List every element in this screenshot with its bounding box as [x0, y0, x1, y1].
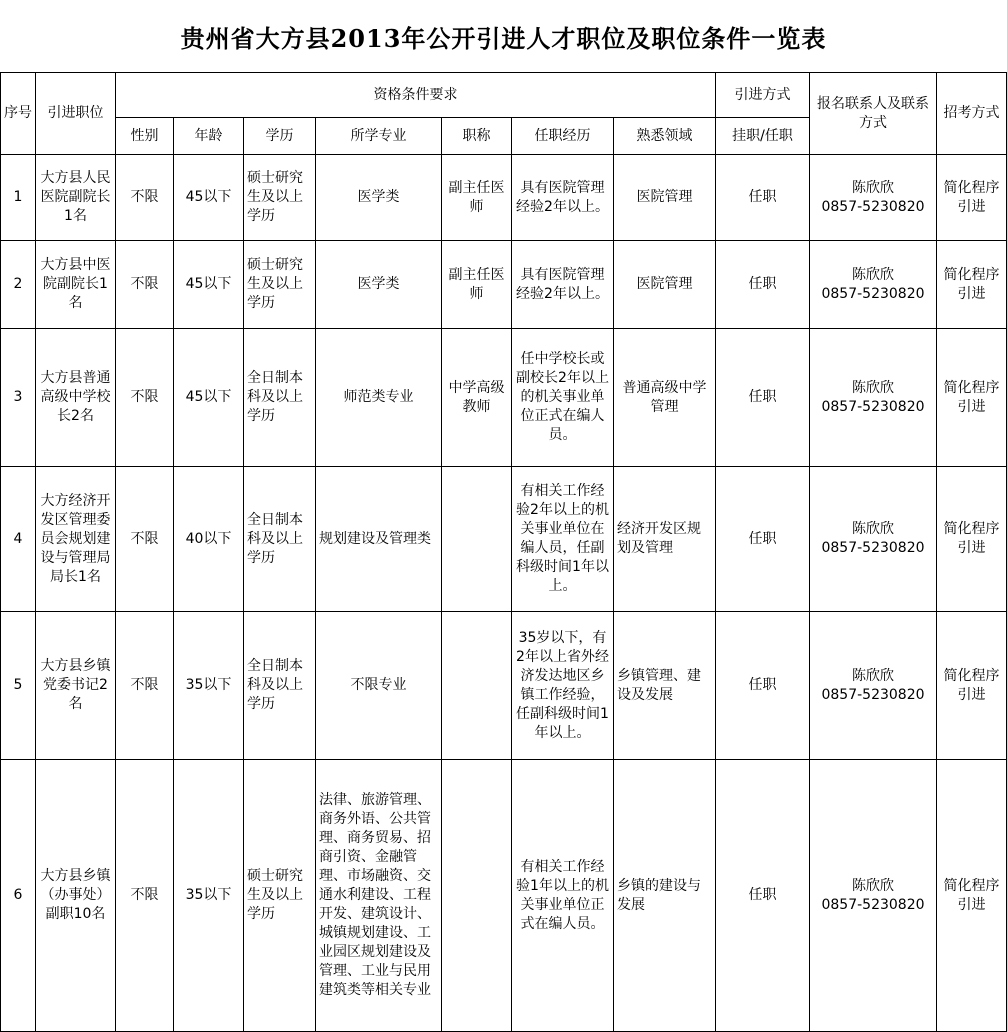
cell-seq: 3	[1, 329, 36, 467]
contact-phone: 0857-5230820	[821, 198, 925, 215]
cell-major: 不限专业	[316, 612, 442, 760]
cell-exam: 简化程序引进	[937, 155, 1007, 241]
header-qualification: 资格条件要求	[116, 73, 716, 118]
cell-position: 大方县普通高级中学校长2名	[36, 329, 116, 467]
cell-seq: 1	[1, 155, 36, 241]
table-row	[1, 241, 1007, 329]
cell-exam: 简化程序引进	[937, 612, 1007, 760]
cell-field: 医院管理	[614, 155, 716, 241]
contact-phone: 0857-5230820	[821, 285, 925, 302]
cell-experience: 有相关工作经验1年以上的机关事业单位正式在编人员。	[512, 760, 614, 1032]
cell-title	[442, 760, 512, 1032]
contact-phone: 0857-5230820	[821, 540, 925, 556]
cell-title: 副主任医师	[442, 155, 512, 241]
cell-education: 硕士研究生及以上学历	[244, 155, 316, 241]
table-row	[1, 467, 1007, 612]
contact-name: 陈欣欣	[852, 667, 894, 684]
cell-position: 大方县中医院副院长1名	[36, 241, 116, 329]
cell-method: 任职	[716, 467, 810, 612]
cell-method: 任职	[716, 329, 810, 467]
cell-age: 35以下	[174, 760, 244, 1032]
cell-gender: 不限	[116, 612, 174, 760]
cell-age: 45以下	[174, 241, 244, 329]
table-row	[1, 329, 1007, 467]
contact-name: 陈欣欣	[852, 521, 894, 537]
cell-title	[442, 467, 512, 612]
cell-exam: 简化程序引进	[937, 241, 1007, 329]
cell-title: 中学高级教师	[442, 329, 512, 467]
cell-field: 乡镇的建设与发展	[614, 760, 716, 1032]
table-row	[1, 612, 1007, 760]
cell-contact	[810, 329, 937, 467]
cell-age: 40以下	[174, 467, 244, 612]
table-row	[1, 155, 1007, 241]
table-row	[1, 760, 1007, 1032]
cell-title	[442, 612, 512, 760]
cell-field: 乡镇管理、建设及发展	[614, 612, 716, 760]
header-experience: 任职经历	[512, 118, 614, 155]
cell-experience: 35岁以下，有2年以上省外经济发达地区乡镇工作经验，任副科级时间1年以上。	[512, 612, 614, 760]
cell-position: 大方县人民医院副院长1名	[36, 155, 116, 241]
cell-major: 医学类	[316, 241, 442, 329]
cell-method: 任职	[716, 241, 810, 329]
cell-field: 普通高级中学管理	[614, 329, 716, 467]
header-age: 年龄	[174, 118, 244, 155]
contact-name: 陈欣欣	[852, 179, 894, 196]
cell-contact	[810, 241, 937, 329]
contact-name: 陈欣欣	[852, 266, 894, 283]
header-method-sub: 挂职/任职	[716, 118, 810, 155]
cell-education: 全日制本科及以上学历	[244, 329, 316, 467]
cell-title: 副主任医师	[442, 241, 512, 329]
cell-major: 师范类专业	[316, 329, 442, 467]
cell-position: 大方县乡镇党委书记2名	[36, 612, 116, 760]
cell-experience: 具有医院管理经验2年以上。	[512, 241, 614, 329]
cell-education: 全日制本科及以上学历	[244, 467, 316, 612]
cell-gender: 不限	[116, 155, 174, 241]
cell-position: 大方经济开发区管理委员会规划建设与管理局局长1名	[36, 467, 116, 612]
header-major: 所学专业	[316, 118, 442, 155]
cell-age: 45以下	[174, 329, 244, 467]
contact-phone: 0857-5230820	[821, 398, 925, 415]
cell-exam: 简化程序引进	[937, 329, 1007, 467]
cell-method: 任职	[716, 155, 810, 241]
cell-gender: 不限	[116, 760, 174, 1032]
cell-gender: 不限	[116, 467, 174, 612]
header-seq: 序号	[1, 73, 36, 155]
cell-contact	[810, 155, 937, 241]
cell-seq: 2	[1, 241, 36, 329]
cell-method: 任职	[716, 760, 810, 1032]
contact-phone: 0857-5230820	[821, 896, 925, 913]
header-exam: 招考方式	[937, 73, 1007, 155]
header-position: 引进职位	[36, 73, 116, 155]
cell-major: 法律、旅游管理、商务外语、公共管理、商务贸易、招商引资、金融管理、市场融资、交通水利建设、工程开发、建筑设计、城镇规划建设、工业园区规划建设及管理、工业与民用建筑类等相关专业	[316, 760, 442, 1032]
cell-contact	[810, 760, 937, 1032]
cell-gender: 不限	[116, 329, 174, 467]
cell-experience: 有相关工作经验2年以上的机关事业单位在编人员，任副科级时间1年以上。	[512, 467, 614, 612]
header-row-1	[1, 73, 1007, 118]
header-title: 职称	[442, 118, 512, 155]
header-education: 学历	[244, 118, 316, 155]
cell-method: 任职	[716, 612, 810, 760]
header-contact: 报名联系人及联系方式	[810, 73, 937, 155]
cell-experience: 具有医院管理经验2年以上。	[512, 155, 614, 241]
header-gender: 性别	[116, 118, 174, 155]
cell-education: 硕士研究生及以上学历	[244, 241, 316, 329]
cell-seq: 5	[1, 612, 36, 760]
cell-education: 全日制本科及以上学历	[244, 612, 316, 760]
positions-table	[0, 72, 1007, 1032]
header-method: 引进方式	[716, 73, 810, 118]
cell-position: 大方县乡镇（办事处）副职10名	[36, 760, 116, 1032]
cell-major: 规划建设及管理类	[316, 467, 442, 612]
cell-seq: 4	[1, 467, 36, 612]
cell-education: 硕士研究生及以上学历	[244, 760, 316, 1032]
cell-exam: 简化程序引进	[937, 760, 1007, 1032]
page-title: 贵州省大方县2013年公开引进人才职位及职位条件一览表	[180, 23, 827, 53]
cell-seq: 6	[1, 760, 36, 1032]
cell-field: 医院管理	[614, 241, 716, 329]
contact-phone: 0857-5230820	[821, 686, 925, 703]
cell-contact	[810, 612, 937, 760]
contact-name: 陈欣欣	[852, 877, 894, 894]
cell-experience: 任中学校长或副校长2年以上的机关事业单位正式在编人员。	[512, 329, 614, 467]
cell-exam: 简化程序引进	[937, 467, 1007, 612]
cell-major: 医学类	[316, 155, 442, 241]
cell-age: 35以下	[174, 612, 244, 760]
cell-gender: 不限	[116, 241, 174, 329]
cell-field: 经济开发区规划及管理	[614, 467, 716, 612]
header-field: 熟悉领域	[614, 118, 716, 155]
cell-age: 45以下	[174, 155, 244, 241]
contact-name: 陈欣欣	[852, 379, 894, 396]
cell-contact	[810, 467, 937, 612]
